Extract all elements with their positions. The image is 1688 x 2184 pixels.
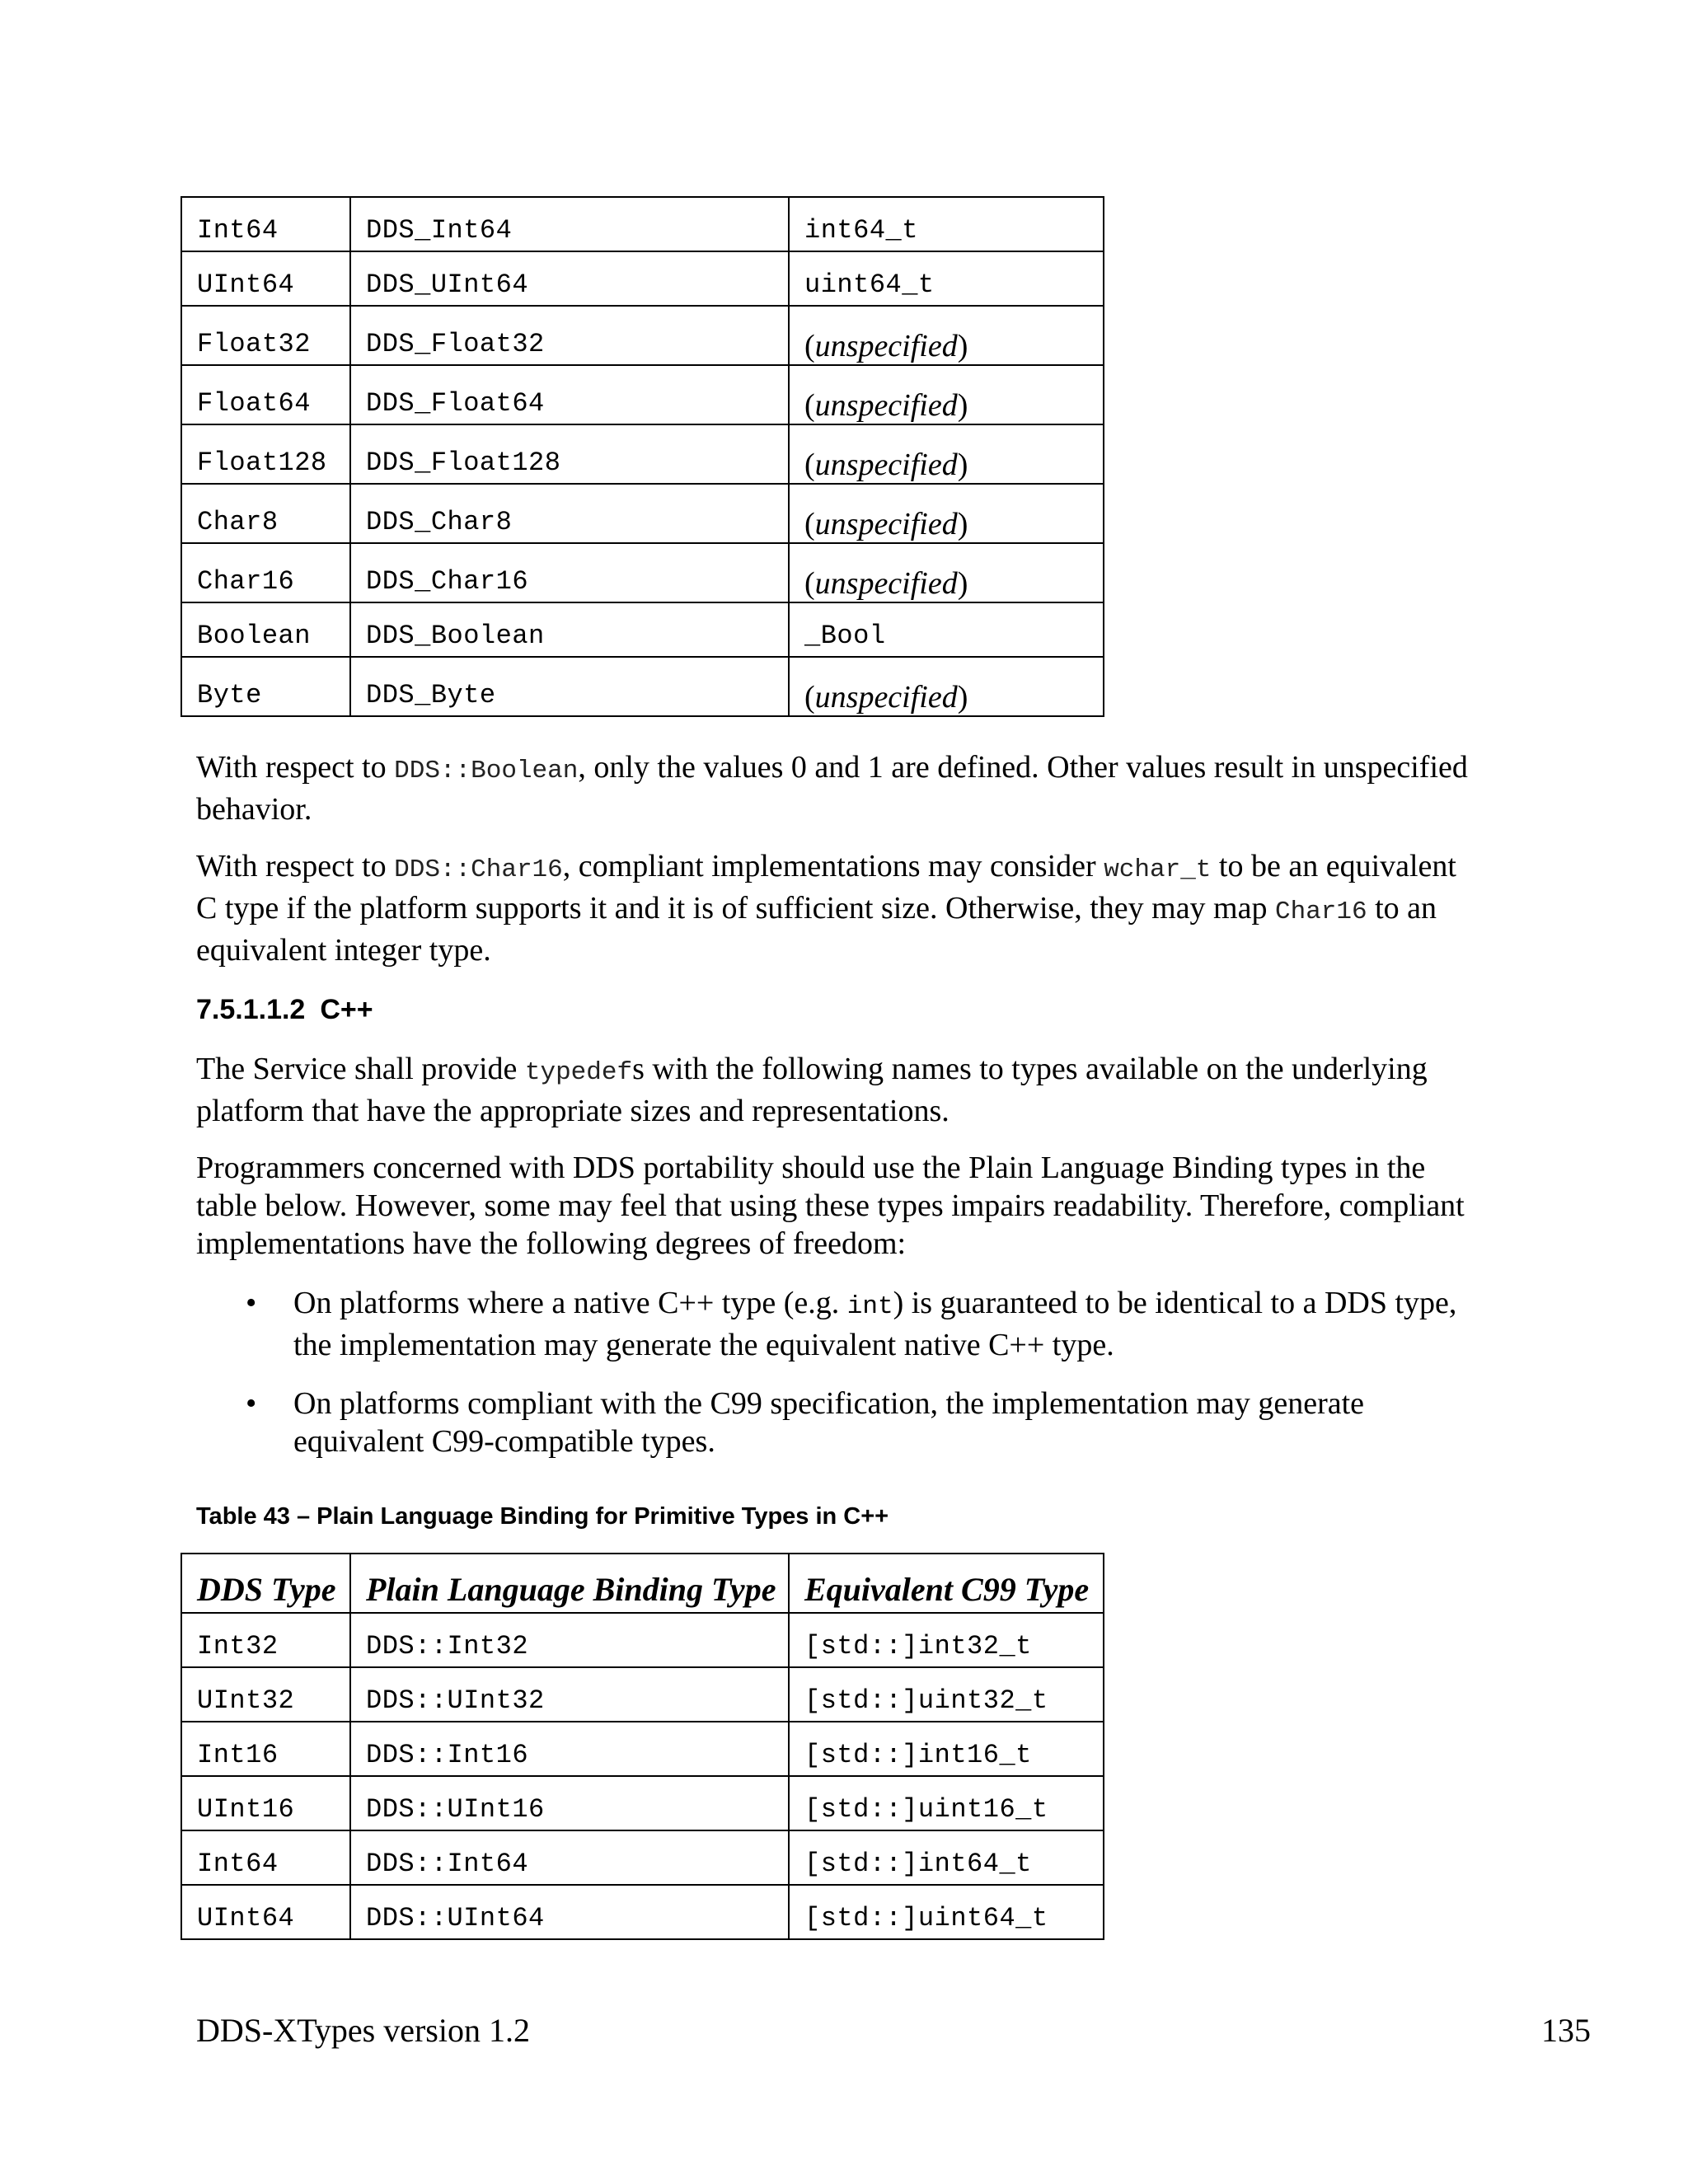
cell-equivalent-c99-type: [std::]int64_t <box>789 1830 1104 1885</box>
unspecified-text: unspecified <box>814 388 958 423</box>
cell-plain-binding-type: DDS_UInt64 <box>350 251 789 306</box>
cell-dds-type: Char16 <box>181 543 350 602</box>
table-row <box>181 1830 1104 1885</box>
table-row <box>181 365 1104 424</box>
cell-equivalent-c99-type: int64_t <box>789 197 1104 251</box>
cell-equivalent-c99-type: (unspecified) <box>789 484 1104 543</box>
unspecified-text: unspecified <box>814 680 958 715</box>
cell-plain-binding-type: DDS_Float128 <box>350 424 789 484</box>
cell-equivalent-c99-type: [std::]uint32_t <box>789 1667 1104 1722</box>
table-row <box>181 484 1104 543</box>
unspecified-text: unspecified <box>814 329 958 363</box>
cell-equivalent-c99-type: uint64_t <box>789 251 1104 306</box>
top-table-body <box>181 197 1104 716</box>
cell-equivalent-c99-type: (unspecified) <box>789 424 1104 484</box>
table-row <box>181 197 1104 251</box>
cell-plain-binding-type: DDS_Char8 <box>350 484 789 543</box>
char16-note-paragraph <box>196 847 1482 969</box>
cell-plain-binding-type: DDS_Int64 <box>350 197 789 251</box>
table-row <box>181 424 1104 484</box>
cell-plain-binding-type: DDS::Int64 <box>350 1830 789 1885</box>
unspecified-text: unspecified <box>814 507 958 541</box>
cell-equivalent-c99-type: [std::]int32_t <box>789 1613 1104 1667</box>
char16-note-text-c: to be an equivalent C type if the platform supports it and it is of sufficient size. Otherwise, they may map <box>196 849 1456 926</box>
cell-plain-binding-type: DDS_Float64 <box>350 365 789 424</box>
cell-dds-type: Int64 <box>181 197 350 251</box>
char16-note-text-a: With respect to <box>196 849 395 883</box>
cell-equivalent-c99-type: (unspecified) <box>789 543 1104 602</box>
boolean-note-paragraph <box>196 748 1482 828</box>
bullet-native-cpp-text <box>293 1284 1480 1364</box>
section-title: C++ <box>320 994 373 1025</box>
unspecified-text: unspecified <box>814 448 958 482</box>
cpp-table-head <box>181 1554 1104 1613</box>
cell-dds-type: Float32 <box>181 306 350 365</box>
bullet-c99-text: On platforms compliant with the C99 specification, the implementation may generate equivalent C99-compatible types. <box>293 1386 1365 1459</box>
cell-equivalent-c99-type: [std::]int16_t <box>789 1722 1104 1776</box>
header-dds-type: DDS Type <box>181 1554 350 1613</box>
cell-dds-type: Float128 <box>181 424 350 484</box>
footer-document-title: DDS-XTypes version 1.2 <box>196 2012 530 2049</box>
cell-dds-type: UInt32 <box>181 1667 350 1722</box>
table-header-row <box>181 1554 1104 1613</box>
typedef-text-a: The Service shall provide <box>196 1052 525 1086</box>
table-row <box>181 1613 1104 1667</box>
char16-short-code: Char16 <box>1274 898 1367 926</box>
cell-equivalent-c99-type: _Bool <box>789 602 1104 657</box>
table-row <box>181 1885 1104 1939</box>
header-equivalent-c99-type: Equivalent C99 Type <box>789 1554 1104 1613</box>
char16-type-code: DDS::Char16 <box>394 855 563 884</box>
cell-dds-type: UInt64 <box>181 251 350 306</box>
cell-plain-binding-type: DDS::UInt32 <box>350 1667 789 1722</box>
table-row <box>181 543 1104 602</box>
table-row <box>181 306 1104 365</box>
typedef-code: typedef <box>524 1058 633 1087</box>
cell-dds-type: Int64 <box>181 1830 350 1885</box>
cell-plain-binding-type: DDS::Int32 <box>350 1613 789 1667</box>
table-row <box>181 1722 1104 1776</box>
table-row <box>181 602 1104 657</box>
cell-dds-type: Int16 <box>181 1722 350 1776</box>
bullet-dot: • <box>246 1386 257 1421</box>
bullet-dot: • <box>246 1286 257 1320</box>
bullet1-text-b: ) is guaranteed to be identical to a DDS type, the implementation may generate the equivalent native C++ type. <box>293 1286 1457 1362</box>
table-row <box>181 1667 1104 1722</box>
boolean-note-text-b: , only the values 0 and 1 are defined. Other values result in unspecified behavior. <box>196 750 1468 827</box>
cell-dds-type: UInt64 <box>181 1885 350 1939</box>
header-plain-binding-type: Plain Language Binding Type <box>350 1554 789 1613</box>
cpp-table-body <box>181 1613 1104 1939</box>
cell-plain-binding-type: DDS::Int16 <box>350 1722 789 1776</box>
bullet1-text-a: On platforms where a native C++ type (e.g. <box>293 1286 847 1320</box>
cell-dds-type: Byte <box>181 657 350 716</box>
unspecified-text: unspecified <box>814 566 958 601</box>
typedef-text-b: s with the following names to types available on the underlying platform that have the appropriate sizes and representations. <box>196 1052 1428 1128</box>
cell-dds-type: Boolean <box>181 602 350 657</box>
cell-dds-type: Float64 <box>181 365 350 424</box>
wchar-type-code: wchar_t <box>1104 855 1212 884</box>
table-row <box>181 657 1104 716</box>
table-row <box>181 1776 1104 1830</box>
char16-note-text-d: to an equivalent integer type. <box>196 891 1437 968</box>
footer-page-number: 135 <box>1541 2012 1591 2049</box>
typedef-paragraph <box>196 1050 1482 1130</box>
boolean-type-code: DDS::Boolean <box>394 757 579 785</box>
primitive-types-c-table-continued <box>181 196 1104 717</box>
cell-equivalent-c99-type: [std::]uint64_t <box>789 1885 1104 1939</box>
portability-paragraph: Programmers concerned with DDS portability should use the Plain Language Binding types in the table below. However, some may feel that using these types impairs readability. Therefore, compliant implementations have the following degrees of freedom: <box>196 1151 1465 1261</box>
cell-plain-binding-type: DDS_Byte <box>350 657 789 716</box>
int-type-code: int <box>846 1292 893 1321</box>
cell-plain-binding-type: DDS_Boolean <box>350 602 789 657</box>
cell-plain-binding-type: DDS::UInt16 <box>350 1776 789 1830</box>
cell-dds-type: UInt16 <box>181 1776 350 1830</box>
cell-plain-binding-type: DDS_Float32 <box>350 306 789 365</box>
cell-dds-type: Char8 <box>181 484 350 543</box>
cell-plain-binding-type: DDS::UInt64 <box>350 1885 789 1939</box>
section-number: 7.5.1.1.2 <box>196 994 306 1025</box>
table-row <box>181 251 1104 306</box>
cell-dds-type: Int32 <box>181 1613 350 1667</box>
primitive-types-cpp-table <box>181 1553 1104 1940</box>
boolean-note-text-a: With respect to <box>196 750 395 785</box>
cell-equivalent-c99-type: [std::]uint16_t <box>789 1776 1104 1830</box>
cell-equivalent-c99-type: (unspecified) <box>789 306 1104 365</box>
cell-plain-binding-type: DDS_Char16 <box>350 543 789 602</box>
table-caption: Table 43 – Plain Language Binding for Primitive Types in C++ <box>196 1503 889 1530</box>
section-heading <box>196 994 373 1026</box>
cell-equivalent-c99-type: (unspecified) <box>789 657 1104 716</box>
cell-equivalent-c99-type: (unspecified) <box>789 365 1104 424</box>
char16-note-text-b: , compliant implementations may consider <box>562 849 1104 883</box>
